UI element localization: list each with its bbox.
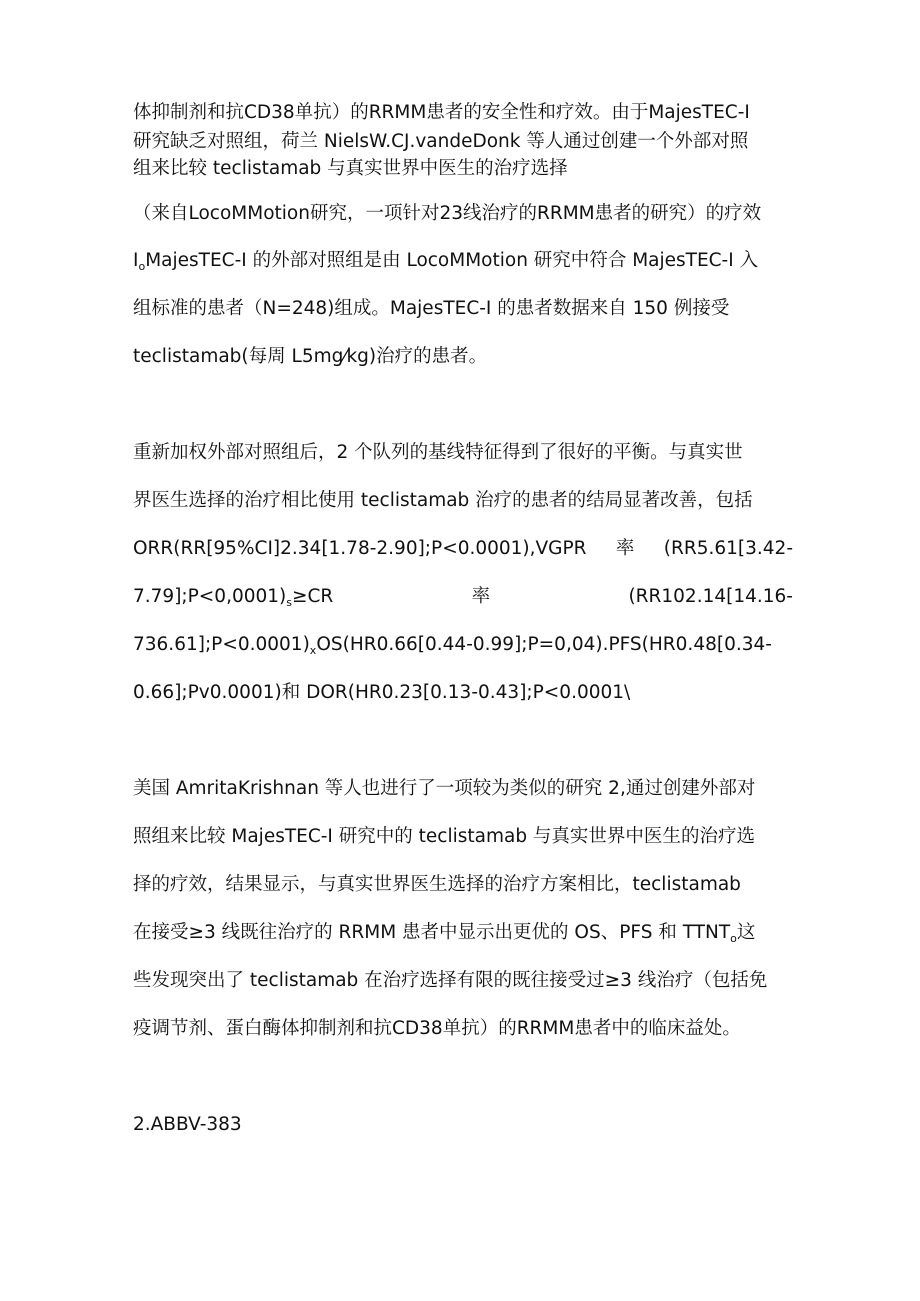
paragraph-4-line-4-tail: 这 <box>736 922 756 943</box>
paragraph-3-line-4 <box>133 584 793 616</box>
paragraph-3-line-4-subscript: s <box>286 596 292 609</box>
paragraph-2-line-1: （来自LocoMMotion研究，一项针对23线治疗的RRMM患者的研究）的疗效 <box>133 203 762 224</box>
paragraph-3-line-5 <box>133 632 793 664</box>
paragraph-3-line-2: 界医生选择的治疗相比使用 teclistamab 治疗的患者的结局显著改善，包括 <box>133 490 753 511</box>
paragraph-3-line-4-part-1 <box>133 584 333 616</box>
paragraph-3-line-1: 重新加权外部对照组后，2 个队列的基线特征得到了很好的平衡。与真实世 <box>133 442 743 463</box>
paragraph-3-line-4-part-2: ≥CR <box>291 586 334 607</box>
paragraph-3-line-4-part-3: 率 <box>471 586 491 607</box>
paragraph-4-line-3: 择的疗效，结果显示，与真实世界医生选择的治疗方案相比，teclistamab <box>133 874 741 895</box>
paragraph-3-line-3-part-3: (RR5.61[3.42- <box>663 538 793 559</box>
paragraph-2-line-2-prefix: I <box>133 250 139 271</box>
paragraph-4-line-2: 照组来比较 MajesTEC-I 研究中的 teclistamab 与真实世界中医生的治疗选 <box>133 826 755 847</box>
paragraph-1-line-1: 体抑制剂和抗CD38单抗）的RRMM患者的安全性和疗效。由于MajesTEC-I <box>133 102 750 123</box>
paragraph-3-line-5-rest: OS(HR0.66[0.44-0.99];P=0,04).PFS(HR0.48[0.34- <box>316 634 772 655</box>
paragraph-2-line-2 <box>133 248 793 280</box>
paragraph-4-line-4-subscript: o <box>730 932 737 945</box>
paragraph-3-line-5-main: 736.61];P<0.0001) <box>133 634 310 655</box>
paragraph-3-line-4-part-4: (RR102.14[14.16- <box>628 586 793 607</box>
paragraph-3-line-4-part-1-text: 7.79];P<0,0001) <box>133 586 287 607</box>
paragraph-3-line-3-part-1: ORR(RR[95%CI]2.34[1.78-2.90];P<0.0001),VGPR <box>133 538 587 559</box>
paragraph-2-line-3: 组标准的患者（N=248)组成。MajesTEC-I 的患者数据来自 150 例接受 <box>133 298 730 319</box>
paragraph-1-line-3: 组来比较 teclistamab 与真实世界中医生的治疗选择 <box>133 158 568 179</box>
paragraph-4-line-6: 疫调节剂、蛋白酶体抑制剂和抗CD38单抗）的RRMM患者中的临床益处。 <box>133 1018 741 1039</box>
paragraph-3-line-6: 0.66];Pv0.0001)和 DOR(HR0.23[0.13-0.43];P<0.0001\ <box>133 682 631 703</box>
paragraph-1-line-2: 研究缺乏对照组，荷兰 NielsW.CJ.vandeDonk 等人通过创建一个外部对照 <box>133 131 749 152</box>
paragraph-2-line-4: teclistamab(每周 L5mg⁄kg)治疗的患者。 <box>133 346 488 367</box>
paragraph-4-line-4 <box>133 920 793 952</box>
section-heading: 2.ABBV-383 <box>133 1114 242 1135</box>
paragraph-4-line-1: 美国 AmritaKrishnan 等人也进行了一项较为类似的研究 2,通过创建外部对 <box>133 778 756 799</box>
paragraph-4-line-4-text: 在接受≥3 线既往治疗的 RRMM 患者中显示出更优的 OS、PFS 和 TTNT <box>133 922 731 943</box>
paragraph-4-line-5: 些发现突出了 teclistamab 在治疗选择有限的既往接受过≥3 线治疗（包括免 <box>133 970 768 991</box>
paragraph-3-line-3 <box>133 536 793 562</box>
paragraph-3-line-3-part-2: 率 <box>615 538 635 559</box>
paragraph-3-line-5-subscript: x <box>309 644 317 657</box>
paragraph-2-line-2-text: MajesTEC-I 的外部对照组是由 LocoMMotion 研究中符合 MajesTEC-I 入 <box>145 250 759 271</box>
paragraph-2-line-2-subscript: o <box>138 260 146 273</box>
